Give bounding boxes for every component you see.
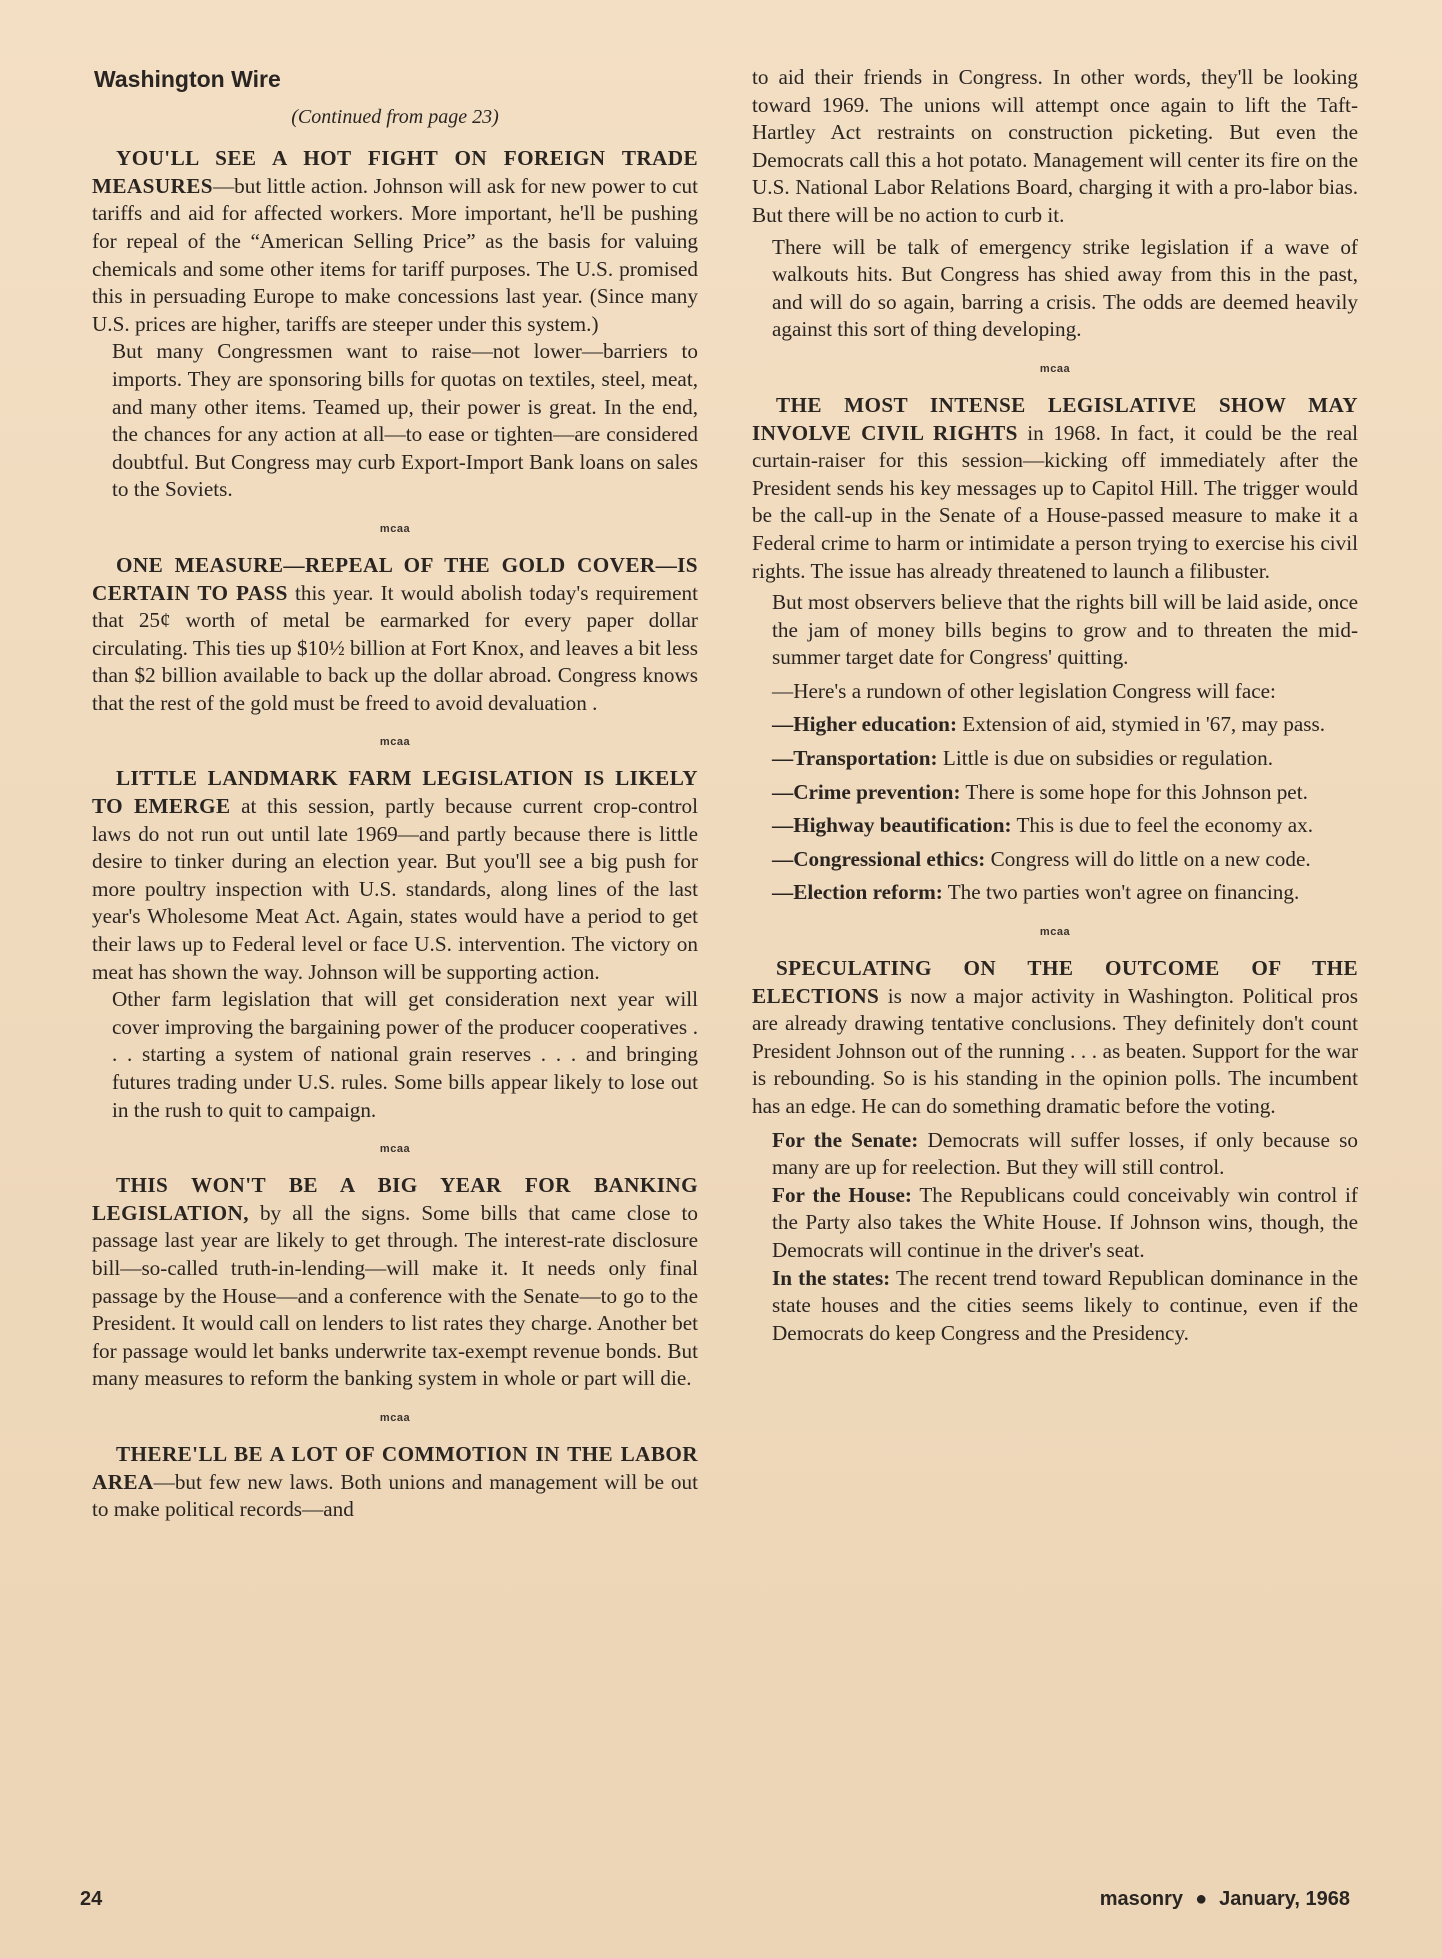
separator-mark: mcaa xyxy=(1039,926,1071,939)
separator-mark: mcaa xyxy=(379,1411,411,1424)
separator-mark: mcaa xyxy=(379,1143,411,1156)
farm-paragraph-2: Other farm legislation that will get consideration next year will cover improving the bargaining power of the producer cooperatives . . . starting a system of national grain reserves . . . and bringing futures trading under U.S. rules. Some bills appear likely to lose out in the rush to quit to campaign. xyxy=(112,987,698,1122)
list-item-text: This is due to feel the economy ax. xyxy=(1011,813,1314,838)
civil-rights-paragraph xyxy=(752,392,1358,585)
farm-text: at this session, partly because current crop-control laws do not run out until late 1969—and partly because there is little desire to tinker during an election year. But you'll see a big push for more poultry inspection with U.S. standards, along lines of the last year's Wholesome Meat Act. Again, states would have a period to get their laws up to Federal level or face U.S. intervention. The victory on meat has shown the way. Johnson will be supporting action. xyxy=(92,794,698,984)
list-item xyxy=(772,846,1358,874)
elections-text: is now a major activity in Washington. Political pros are already drawing tentative conclusions. They definitely don't count President Johnson out of the running . . . as beaten. Support for the war is rebounding. So is his standing in the opinion polls. The incumbent has an edge. He can do something dramatic before the voting. xyxy=(752,983,1358,1118)
list-item xyxy=(772,1127,1358,1182)
banking-headline: THIS WON'T BE A BIG YEAR FOR BANKING LEGISLATION, xyxy=(92,1173,698,1225)
gold-cover-headline: ONE MEASURE—REPEAL OF THE GOLD COVER—IS CERTAIN TO PASS xyxy=(92,552,698,605)
foreign-trade-paragraph xyxy=(92,145,698,338)
separator-mark: mcaa xyxy=(379,522,411,535)
list-item-text: Democrats will suffer losses, if only because so many are up for reelection. But they will still control. xyxy=(772,1127,1358,1180)
rundown-intro: —Here's a rundown of other legislation Congress will face: xyxy=(772,678,1276,703)
list-item xyxy=(772,779,1358,807)
list-item-text: Congress will do little on a new code. xyxy=(985,846,1311,871)
list-item xyxy=(772,1182,1358,1265)
civil-rights-text: in 1968. In fact, it could be the real curtain-raiser for this session—kicking off immediately after the President sends his key messages up to Capitol Hill. The trigger would be the call-up in the Senate of a House-passed measure to make it a Federal crime to harm or intimidate a person trying to exercise his civil rights. The issue has already threatened to launch a filibuster. xyxy=(752,420,1359,583)
list-item-text: The two parties won't agree on financing. xyxy=(942,880,1300,905)
list-item-label: —Transportation: xyxy=(772,746,938,771)
list-item xyxy=(772,879,1358,907)
list-item-text: Little is due on subsidies or regulation. xyxy=(937,746,1274,771)
list-item-label: For the Senate: xyxy=(772,1127,919,1152)
labor-headline: THERE'LL BE A LOT OF COMMOTION IN THE LABOR AREA xyxy=(92,1441,698,1494)
separator-mark: mcaa xyxy=(379,736,411,749)
list-item-label: —Election reform: xyxy=(772,880,943,905)
list-item-label: —Highway beautification: xyxy=(772,813,1012,838)
civil-rights-headline: THE MOST INTENSE LEGISLATIVE SHOW MAY INVOLVE CIVIL RIGHTS xyxy=(752,392,1358,445)
list-item xyxy=(772,812,1358,840)
issue-date: January, 1968 xyxy=(1219,1888,1350,1910)
list-item-label: —Higher education: xyxy=(772,712,957,737)
publication-footer xyxy=(1100,1888,1350,1911)
foreign-trade-text: —but little action. Johnson will ask for new power to cut tariffs and aid for affected workers. More important, he'll be pushing for repeal of the “American Selling Price” as the basis for valuing chemicals and some other items for tariff purposes. The U.S. promised this in persuading Europe to make concessions last year. (Since many U.S. prices are higher, tariffs are steeper under this system.) xyxy=(92,173,698,336)
elections-headline: SPECULATING ON THE OUTCOME OF THE ELECTIONS xyxy=(752,956,1358,1008)
labor-paragraph xyxy=(92,1441,698,1524)
farm-headline: LITTLE LANDMARK FARM LEGISLATION IS LIKELY TO EMERGE xyxy=(92,766,698,819)
list-item-label: —Crime prevention: xyxy=(772,779,961,804)
continued-note: (Continued from page 23) xyxy=(291,105,499,128)
labor-text: —but few new laws. Both unions and management will be out to make political records—and xyxy=(92,1469,698,1522)
labor-continuation: to aid their friends in Congress. In other words, they'll be looking toward 1969. The unions will attempt once again to lift the Taft-Hartley Act restraints on construction picketing. But even the Democrats call this a hot potato. Management will center its fire on the U.S. National Labor Relations Board, charging it with a pro-labor bias. But there will be no action to curb it. xyxy=(752,65,1358,227)
list-item-label: —Congressional ethics: xyxy=(772,846,986,871)
civil-rights-paragraph-2: But most observers believe that the rights bill will be laid aside, once the jam of money bills begins to grow and to threaten the mid-summer target date for Congress' quitting. xyxy=(772,590,1358,670)
foreign-trade-paragraph-2: But many Congressmen want to raise—not lower—barriers to imports. They are sponsoring bills for quotas on textiles, steel, meat, and many other items. Teamed up, their power is great. In the end, the chances for any action at all—to ease or tighten—are considered doubtful. But Congress may curb Export-Import Bank loans on sales to the Soviets. xyxy=(112,339,698,502)
page-number: 24 xyxy=(80,1888,103,1910)
elections-paragraph xyxy=(752,955,1358,1121)
banking-text: by all the signs. Some bills that came close to passage last year are likely to get through. The interest-rate disclosure bill—so-called truth-in-lending—will make it. It needs only final passage by the House—and a conference with the Senate—to go to the President. It would call on lenders to list rates they charge. Another bet for passage would let banks underwrite tax-exempt revenue bonds. But many measures to reform the banking system in whole or part will die. xyxy=(92,1200,698,1391)
list-item xyxy=(772,1265,1358,1348)
right-column xyxy=(752,64,1358,1347)
farm-paragraph xyxy=(92,765,698,986)
list-item xyxy=(772,711,1358,739)
left-column xyxy=(92,60,698,1524)
section-title: Washington Wire xyxy=(94,66,281,92)
labor-paragraph-2: There will be talk of emergency strike legislation if a wave of walkouts hits. But Congress has shied away from this in the past, and will do so again, barring a crisis. The odds are deemed heavily against this sort of thing developing. xyxy=(772,234,1358,342)
list-item xyxy=(772,745,1358,773)
list-item-text: The recent trend toward Republican dominance in the state houses and the cities seems likely to continue, even if the Democrats do keep Congress and the Presidency. xyxy=(772,1265,1358,1345)
gold-cover-text: this year. It would abolish today's requirement that 25¢ worth of metal be earmarked for every paper dollar circulating. This ties up $10½ billion at Fort Knox, and leaves a bit less than $2 billion available to back up the dollar abroad. Congress knows that the rest of the gold must be freed to avoid devaluation . xyxy=(92,580,698,715)
list-item-text: Extension of aid, stymied in '67, may pass. xyxy=(957,712,1326,737)
publication-name: masonry xyxy=(1099,1888,1184,1910)
list-item-label: For the House: xyxy=(772,1182,912,1207)
gold-cover-paragraph xyxy=(92,552,698,718)
list-item-text: There is some hope for this Johnson pet. xyxy=(960,779,1308,804)
separator-mark: mcaa xyxy=(1039,362,1071,375)
banking-paragraph xyxy=(92,1172,698,1393)
foreign-trade-headline: YOU'LL SEE A HOT FIGHT ON FOREIGN TRADE MEASURES xyxy=(92,146,698,198)
list-item-label: In the states: xyxy=(772,1265,891,1290)
list-item-text: The Republicans could conceivably win control if the Party also takes the White House. If Johnson wins, though, the Democrats will continue in the driver's seat. xyxy=(772,1182,1358,1262)
bullet-separator: ● xyxy=(1195,1888,1208,1910)
